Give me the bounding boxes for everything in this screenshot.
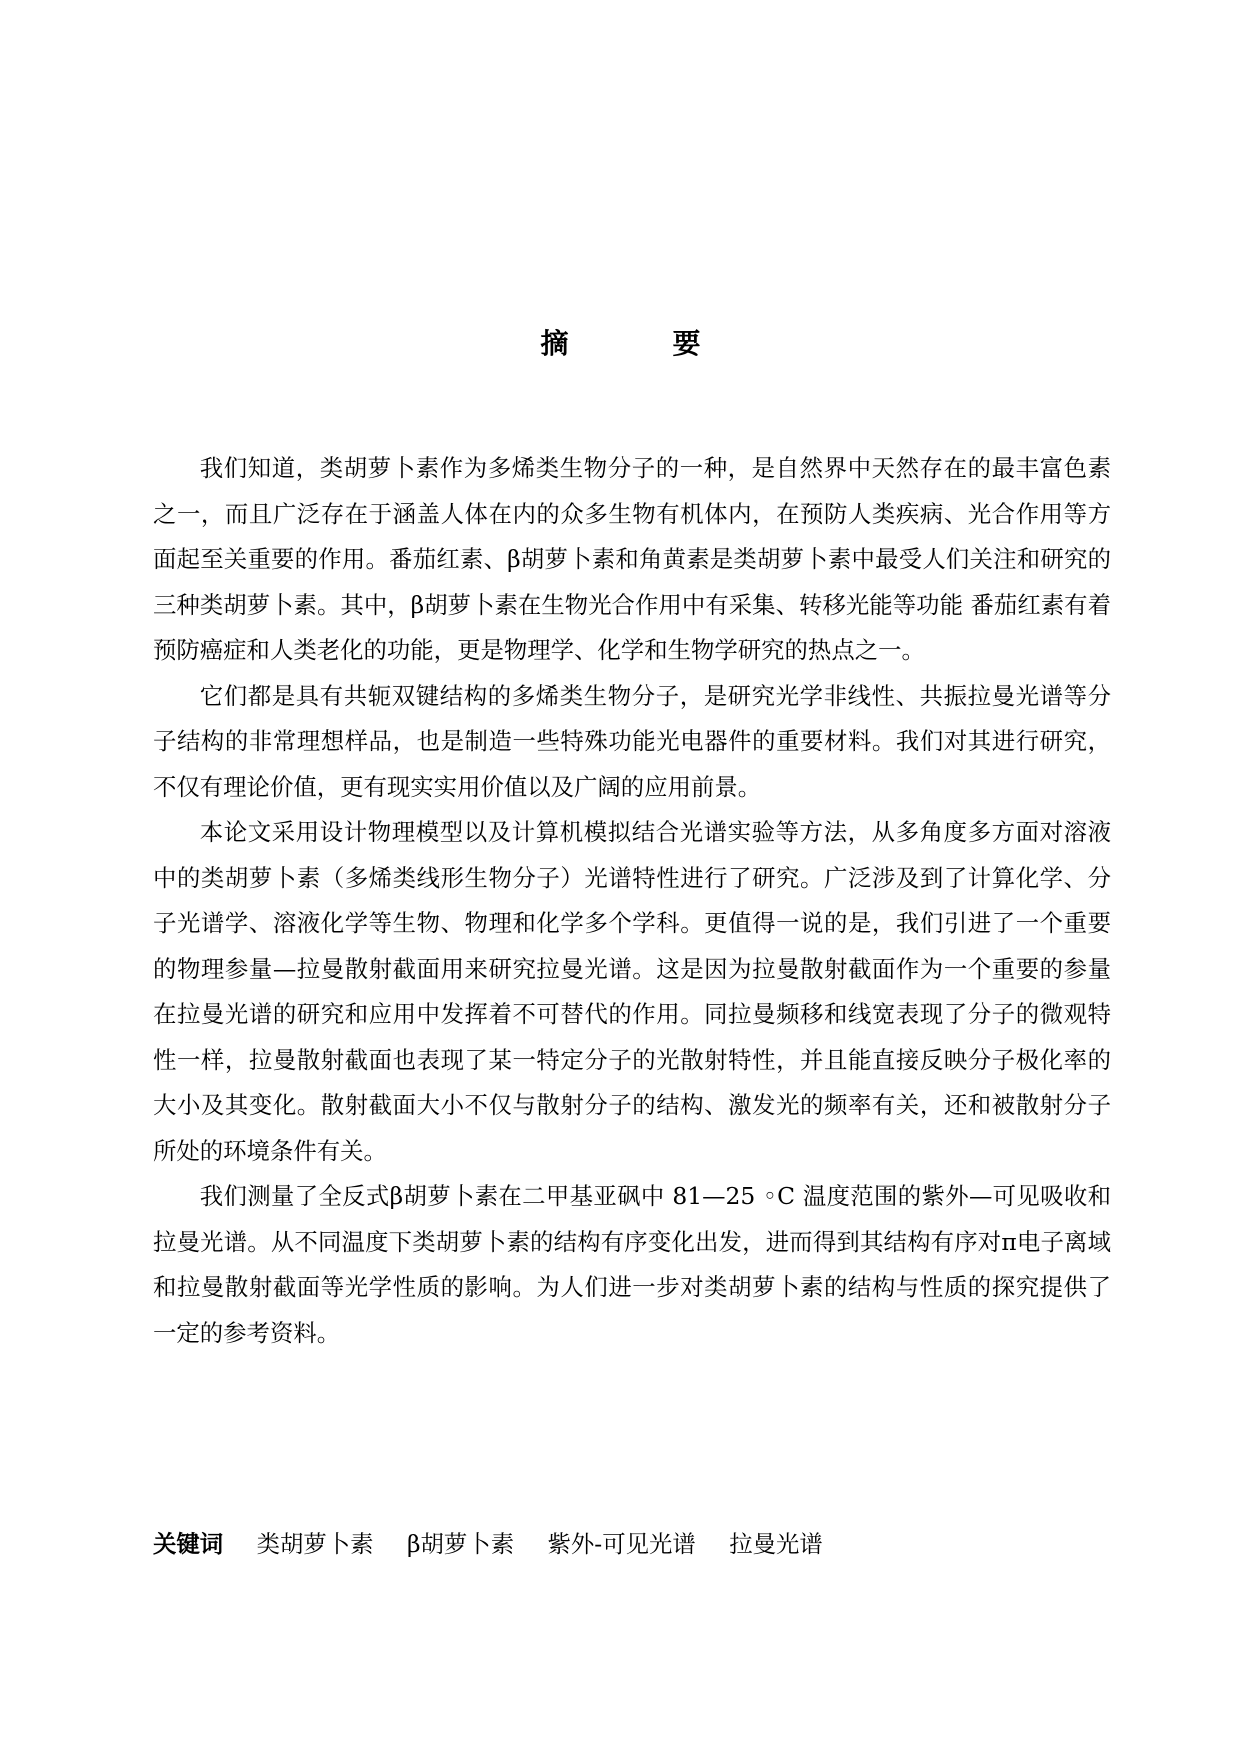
keywords-line bbox=[153, 1522, 1111, 1568]
keyword-item: 紫外-可见光谱 bbox=[547, 1530, 696, 1558]
abstract-body bbox=[153, 446, 1111, 1356]
abstract-paragraph-4: 我们测量了全反式β胡萝卜素在二甲基亚砜中 81—25 ◦C 温度范围的紫外—可见吸收和拉曼光谱。从不同温度下类胡萝卜素的结构有序变化出发，进而得到其结构有序对π电子离域和拉曼散射截面等光学性质的影响。为人们进一步对类胡萝卜素的结构与性质的探究提供了一定的参考资料。 bbox=[153, 1182, 1111, 1347]
abstract-paragraph-1: 我们知道，类胡萝卜素作为多烯类生物分子的一种，是自然界中天然存在的最丰富色素之一，而且广泛存在于涵盖人体在内的众多生物有机体内，在预防人类疾病、光合作用等方面起至关重要的作用。番茄红素、β胡萝卜素和角黄素是类胡萝卜素中最受人们关注和研究的三种类胡萝卜素。其中，β胡萝卜素在生物光合作用中有采集、转移光能等功能 番茄红素有着预防癌症和人类老化的功能，更是物理学、化学和生物学研究的热点之一。 bbox=[153, 454, 1111, 664]
keyword-item: β胡萝卜素 bbox=[407, 1530, 515, 1558]
keywords-label: 关键词 bbox=[153, 1530, 224, 1558]
keyword-item: 类胡萝卜素 bbox=[256, 1530, 374, 1558]
abstract-title: 摘 要 bbox=[540, 327, 739, 360]
abstract-paragraph-2: 它们都是具有共轭双键结构的多烯类生物分子，是研究光学非线性、共振拉曼光谱等分子结构的非常理想样品，也是制造一些特殊功能光电器件的重要材料。我们对其进行研究，不仅有理论价值，更有现实实用价值以及广阔的应用前景。 bbox=[153, 681, 1111, 801]
keyword-item: 拉曼光谱 bbox=[729, 1530, 823, 1558]
abstract-paragraph-3: 本论文采用设计物理模型以及计算机模拟结合光谱实验等方法，从多角度多方面对溶液中的类胡萝卜素（多烯类线形生物分子）光谱特性进行了研究。广泛涉及到了计算化学、分子光谱学、溶液化学等生物、物理和化学多个学科。更值得一说的是，我们引进了一个重要的物理参量—拉曼散射截面用来研究拉曼光谱。这是因为拉曼散射截面作为一个重要的参量在拉曼光谱的研究和应用中发挥着不可替代的作用。同拉曼频移和线宽表现了分子的微观特性一样，拉曼散射截面也表现了某一特定分子的光散射特性，并且能直接反映分子极化率的大小及其变化。散射截面大小不仅与散射分子的结构、激发光的频率有关，还和被散射分子所处的环境条件有关。 bbox=[153, 818, 1111, 1165]
